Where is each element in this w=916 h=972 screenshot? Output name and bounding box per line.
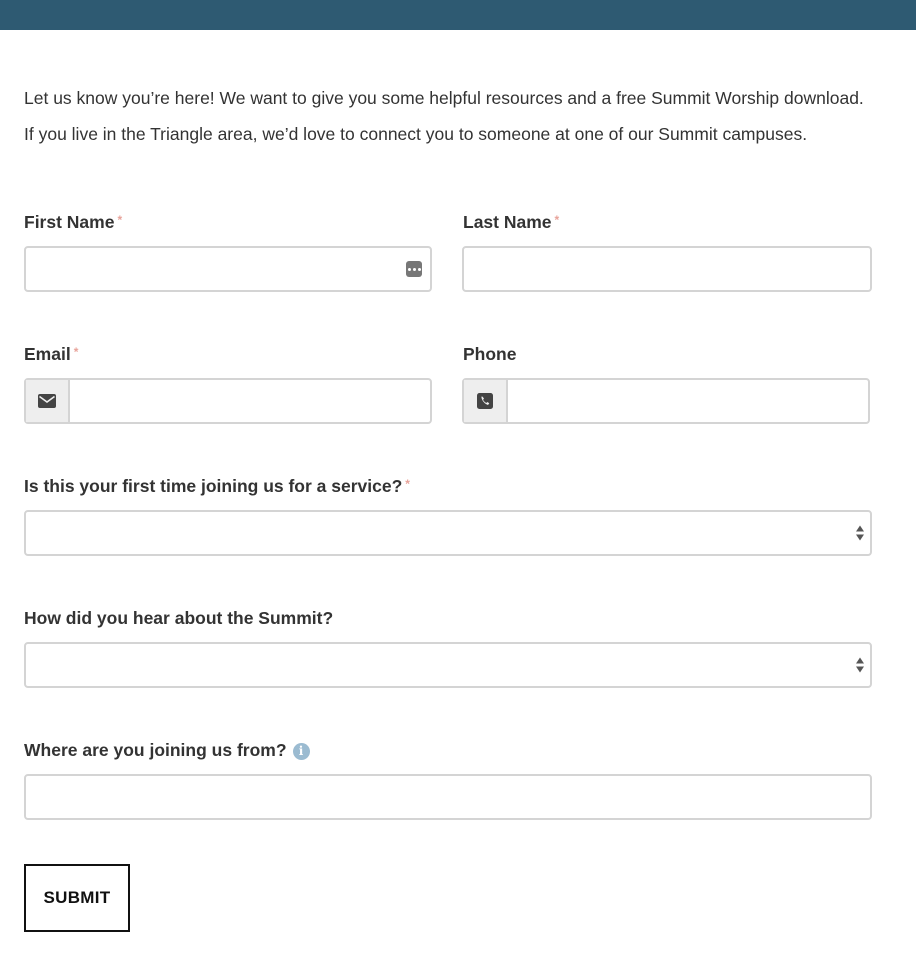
heard-about-select[interactable] [24,642,872,688]
phone-label-text: Phone [463,344,517,364]
email-label-text: Email [24,344,71,364]
first-name-input[interactable] [26,248,430,290]
first-time-select[interactable] [24,510,872,556]
heard-about-label-text: How did you hear about the Summit? [24,608,334,628]
phone-input[interactable] [508,380,868,422]
required-mark: * [405,477,410,491]
last-name-label-text: Last Name [463,212,552,232]
heard-about-label [24,607,333,629]
last-name-label [463,211,559,233]
joining-from-field[interactable] [24,774,872,820]
email-input[interactable] [70,380,430,422]
last-name-input[interactable] [464,248,870,290]
select-arrows-icon [855,524,865,542]
first-time-label-text: Is this your first time joining us for a service? [24,476,403,496]
envelope-icon [26,380,70,422]
first-name-label [24,211,122,233]
select-arrows-icon [855,656,865,674]
first-name-label-text: First Name [24,212,115,232]
joining-from-input[interactable] [26,776,870,818]
last-name-field[interactable] [462,246,872,292]
first-time-label [24,475,410,497]
email-label [24,343,78,365]
first-name-field[interactable] [24,246,432,292]
header-bar [0,0,916,30]
email-field[interactable] [24,378,432,424]
joining-from-label [24,739,310,761]
intro-text: Let us know you’re here! We want to give you some helpful resources and a free Summit Worship download. If you live in the Triangle area, we’d love to connect you to someone at one of our Summit campuses. [24,88,864,144]
keychain-autofill-icon[interactable] [406,261,422,277]
phone-icon [464,380,508,422]
joining-from-label-text: Where are you joining us from? [24,740,287,760]
phone-field[interactable] [462,378,870,424]
phone-label [463,343,516,365]
info-icon[interactable]: i [293,743,310,760]
submit-button[interactable]: SUBMIT [24,864,130,932]
required-mark: * [73,345,79,359]
required-mark: * [117,213,123,227]
required-mark: * [554,213,560,227]
